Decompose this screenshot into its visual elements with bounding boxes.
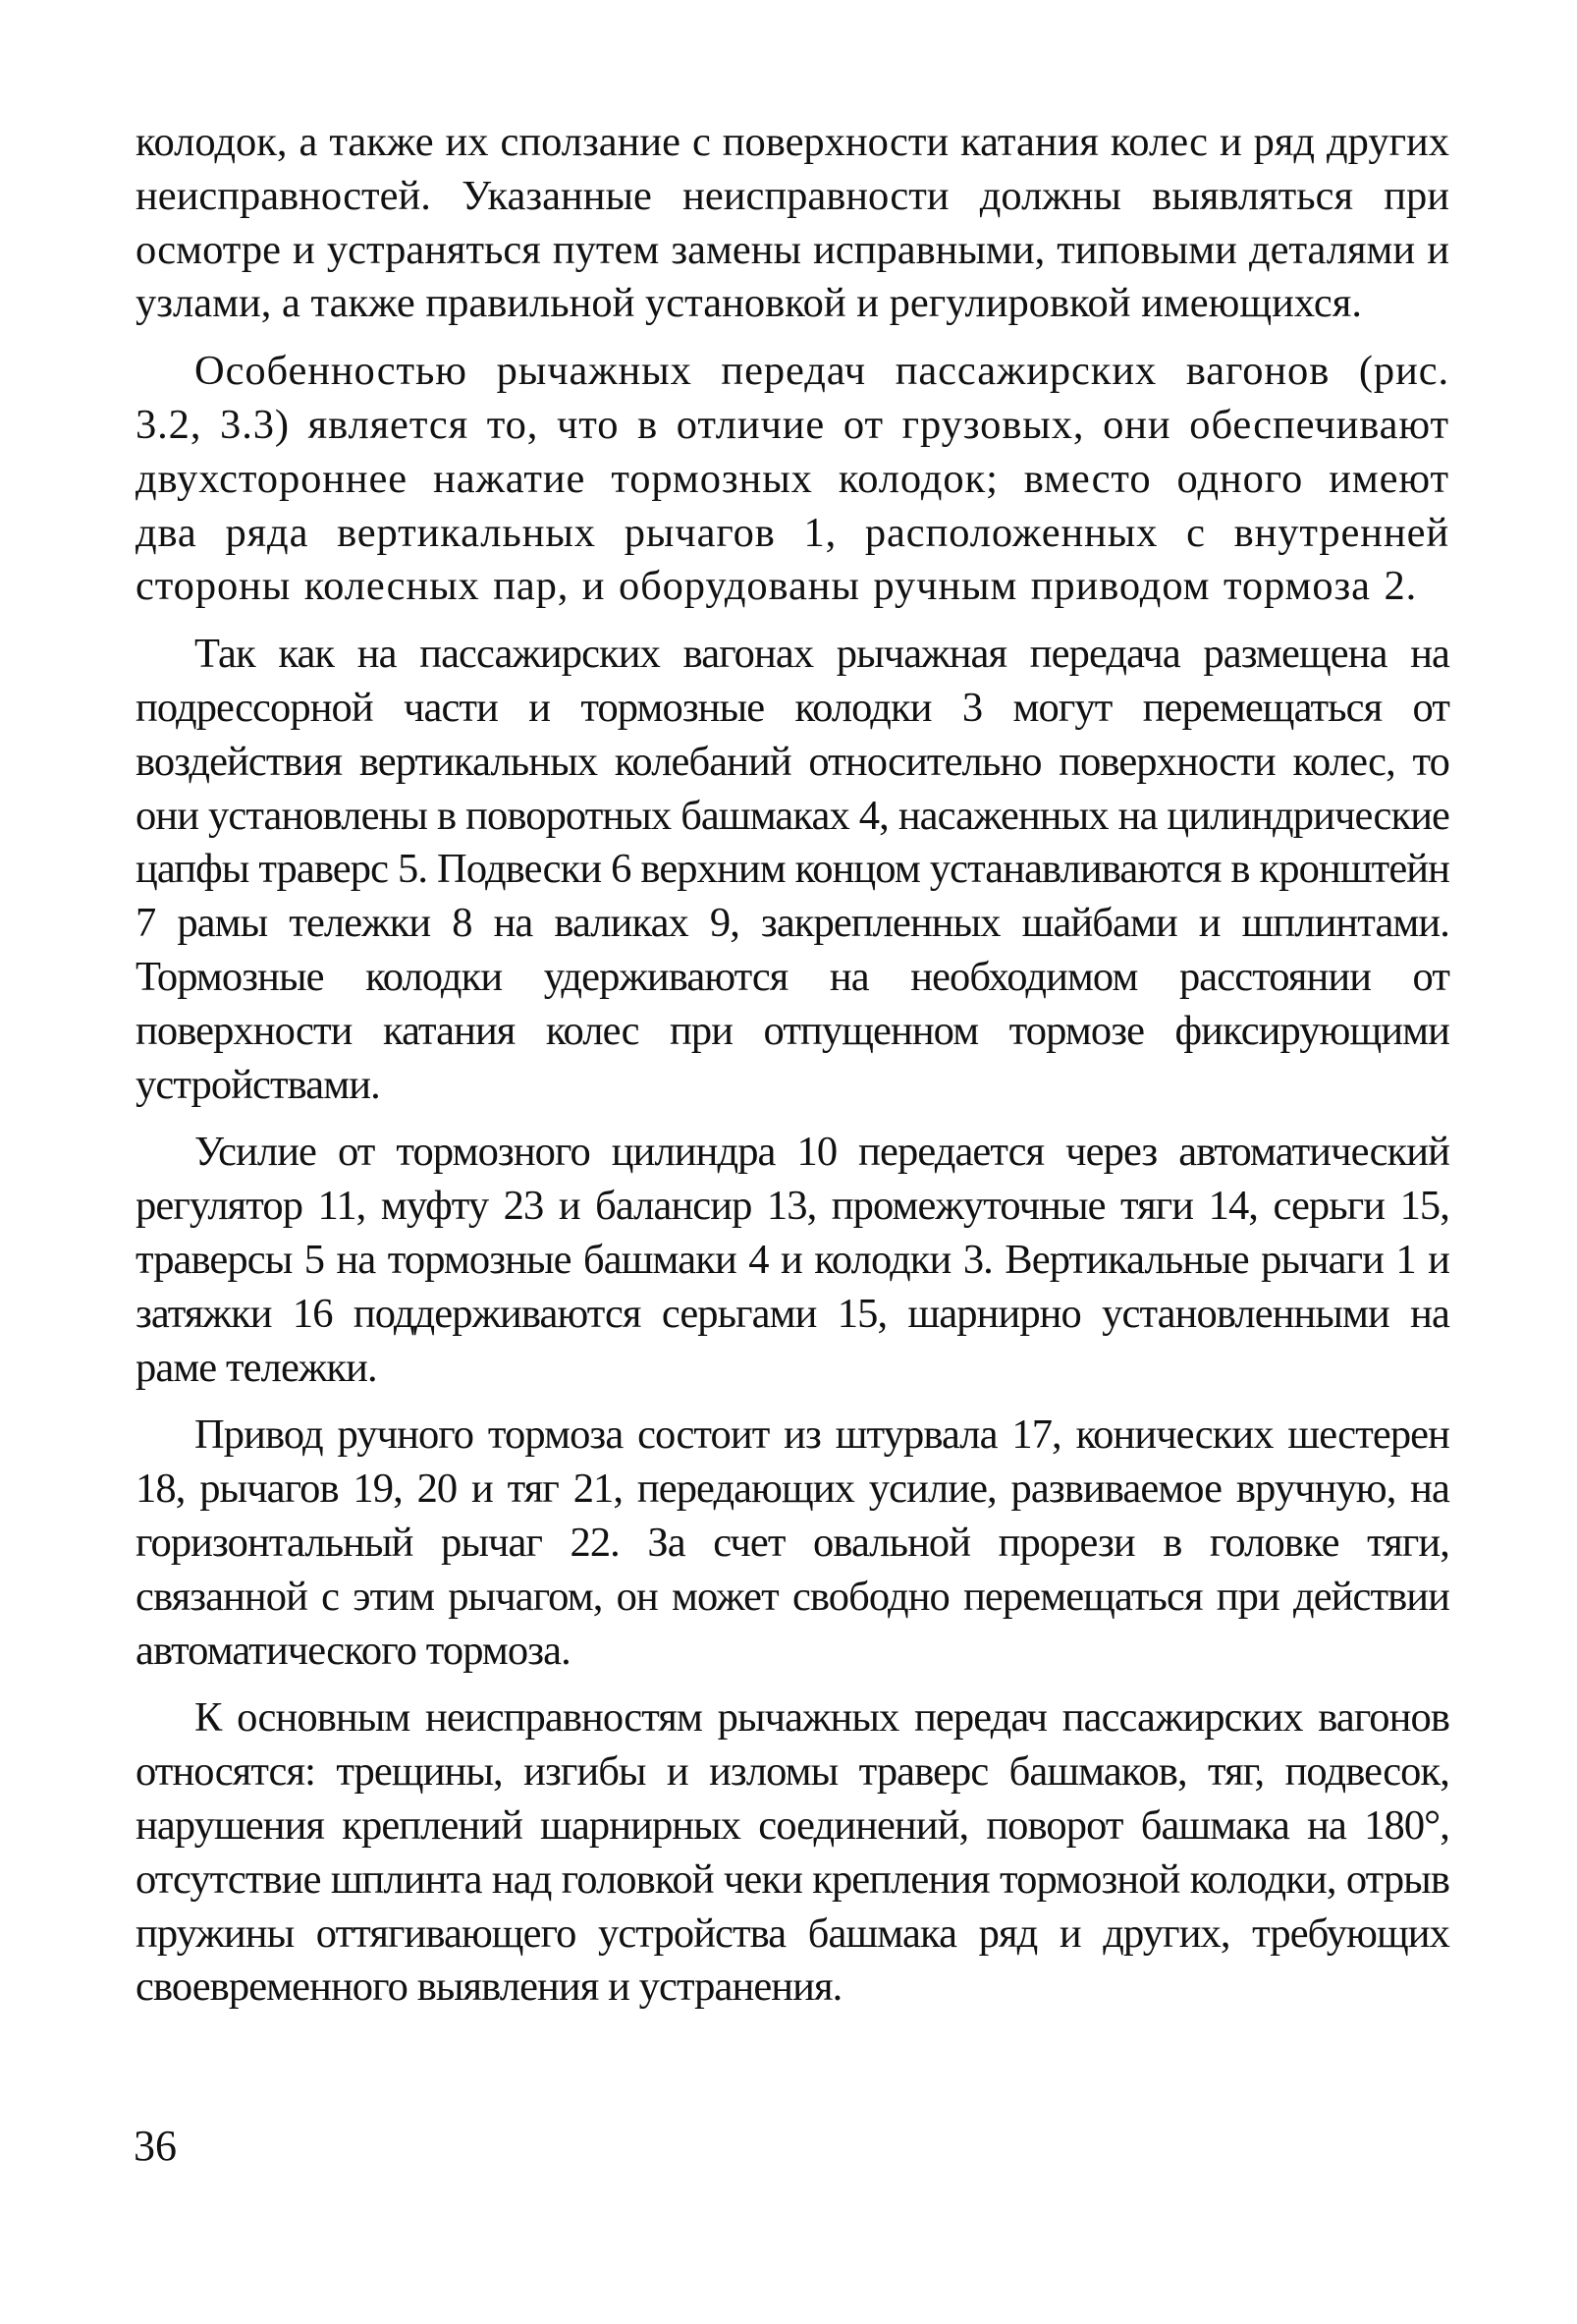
- paragraph-2: Особенностью рычажных передач пассажирских вагонов (рис. 3.2, 3.3) является то, что в отличие от грузовых, они обеспечивают двухстороннее нажатие тормозных колодок; вместо одного имеют два ряда вертикальных рычагов 1, расположенных с внутренней стороны колесных пар, и оборудованы ручным приводом тормоза 2.: [136, 348, 1449, 610]
- page-number: 36: [134, 2122, 177, 2170]
- paragraph-1: колодок, а также их сползание с поверхности катания колес и ряд других неисправностей. Указанные неисправности должны выявляться при осмотре и устраняться путем замены исправными, типовыми деталями и узлами, а также правильной установкой и регулировкой имеющихся.: [136, 119, 1449, 327]
- body-text: [136, 116, 1449, 2028]
- paragraph-6: К основным неисправностям рычажных передач пассажирских вагонов относятся: трещины, изгибы и изломы траверс башмаков, тяг, подвесок, нарушения креплений шарнирных соединений, поворот башмака на 180°, отсутствие шплинта над головкой чеки крепления тормозной колодки, отрыв пружины оттягивающего устройства башмака ряд и других, требующих своевременного выявления и устранения.: [136, 1694, 1449, 2011]
- paragraph-3: Так как на пассажирских вагонах рычажная передача размещена на подрессорной части и тормозные колодки 3 могут перемещаться от воздействия вертикальных колебаний относительно поверхности колес, то они установлены в поворотных башмаках 4, насаженных на цилиндрические цапфы траверс 5. Подвески 6 верхним концом устанавливаются в кронштейн 7 рамы тележки 8 на валиках 9, закрепленных шайбами и шплинтами. Тормозные колодки удерживаются на необходимом расстоянии от поверхности катания колес при отпущенном тормозе фиксирующими устройствами.: [136, 631, 1449, 1108]
- paragraph-4: Усилие от тормозного цилиндра 10 передается через автоматический регулятор 11, муфту 23 и балансир 13, промежуточные тяги 14, серьги 15, траверсы 5 на тормозные башмаки 4 и колодки 3. Вертикальные рычаги 1 и затяжки 16 поддерживаются серьгами 15, шарнирно установленными на раме тележки.: [136, 1129, 1449, 1391]
- paragraph-5: Привод ручного тормоза состоит из штурвала 17, конических шестерен 18, рычагов 19, 20 и тяг 21, передающих усилие, развиваемое вручную, на горизонтальный рычаг 22. За счет овальной прорези в головке тяги, связанной с этим рычагом, он может свободно перемещаться при действии автоматического тормоза.: [136, 1411, 1449, 1674]
